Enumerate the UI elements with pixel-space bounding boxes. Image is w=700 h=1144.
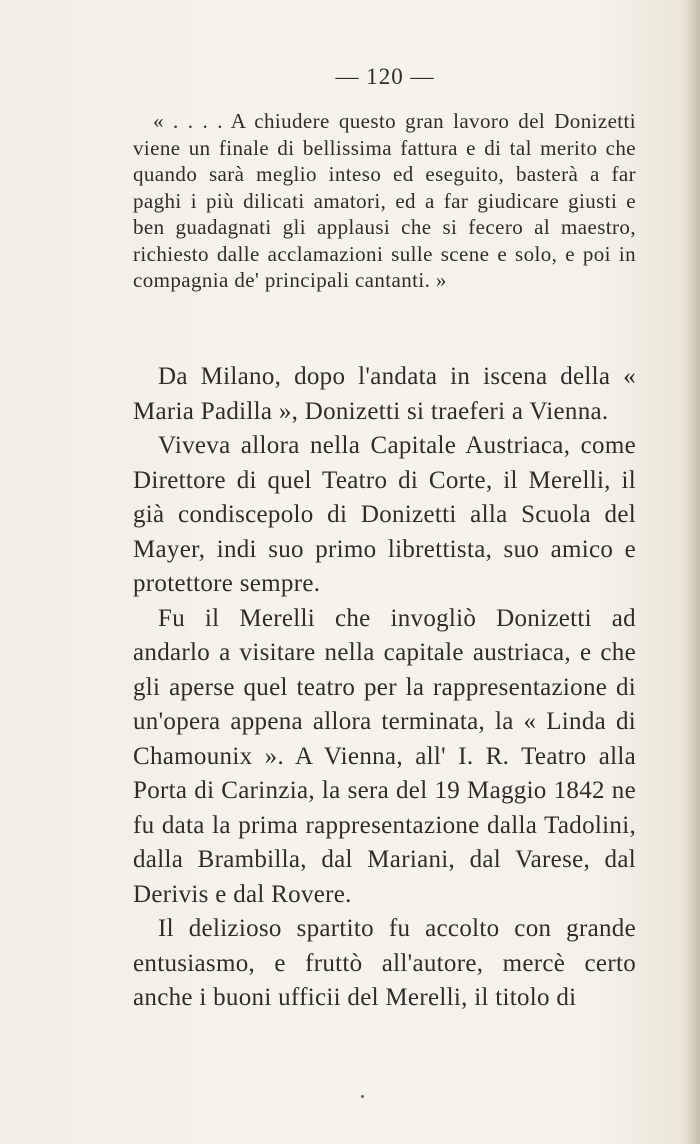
body-text [133,360,636,1016]
page-number: — 120 — [335,64,435,89]
paragraph: Da Milano, dopo l'andata in iscena della « Maria Padilla », Donizetti si traeferi a Vienna. [133,363,636,425]
ink-speck [361,1095,364,1098]
paragraph: Viveva allora nella Capitale Austriaca, come Direttore di quel Teatro di Corte, il Merelli, il già condiscepolo di Donizetti alla Scuola del Mayer, indi suo primo librettista, suo amico e protettore sempre. [133,432,636,597]
paragraph: Fu il Merelli che invogliò Donizetti ad andarlo a visitare nella capitale austriaca, e che gli aperse quel teatro per la rappresentazione di un'opera appena allora terminata, la « Linda di Chamounix ». A Vienna, all' I. R. Teatro alla Porta di Carinzia, la sera del 19 Maggio 1842 ne fu data la prima rappresentazione dalla Tadolini, dalla Brambilla, dal Mariani, dal Varese, dal Derivis e dal Rovere. [133,604,636,908]
page-edge-shadow [686,0,700,1144]
paragraph: Il delizioso spartito fu accolto con grande entusiasmo, e fruttò all'autore, mercè certo anche i buoni ufficii del Merelli, il titolo di [133,915,636,1011]
quoted-review: « . . . . A chiudere questo gran lavoro del Donizetti viene un finale di bellissima fattura e di tal merito che quando sarà meglio inteso ed eseguito, basterà a far paghi i più dilicati amatori, ed a far giudicare giusti e ben guadagnati gli applausi che si fecero al maestro, richiesto dalle acclamazioni sulle scene e solo, e poi in compagnia de' principali cantanti. » [133,109,636,292]
